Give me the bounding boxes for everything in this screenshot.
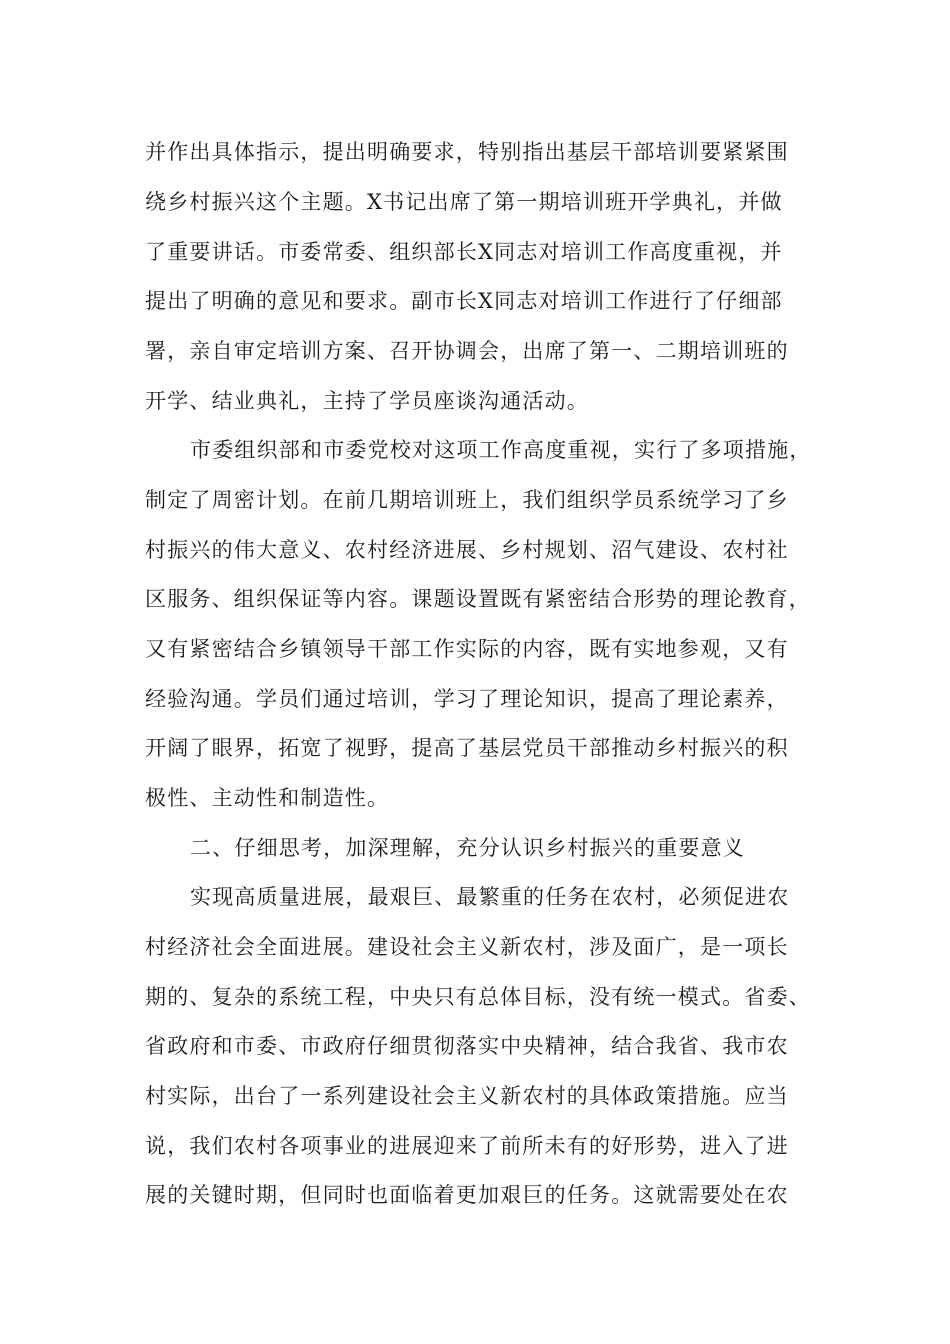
paragraph-first-line: 市委组织部和市委党校对这项工作高度重视，实行了多项措施， xyxy=(190,438,812,462)
text-line: 经验沟通。学员们通过培训，学习了理论知识，提高了理论素养， xyxy=(145,687,789,711)
text-line: 期的、复杂的系统工程，中央只有总体目标，没有统一模式。省委、 xyxy=(145,985,811,1009)
text-line: 提出了明确的意见和要求。副市长X同志对培训工作进行了仔细部 xyxy=(145,289,783,313)
text-line: 村振兴的伟大意义、农村经济进展、乡村规划、沼气建设、农村社 xyxy=(145,538,789,562)
text-line: 并作出具体指示，提出明确要求，特别指出基层干部培训要紧紧围 xyxy=(145,140,789,164)
text-line: 极性、主动性和制造性。 xyxy=(145,786,390,810)
text-line: 展的关键时期，但同时也面临着更加艰巨的任务。这就需要处在农 xyxy=(145,1183,789,1207)
text-line: 区服务、组织保证等内容。课题设置既有紧密结合形势的理论教育， xyxy=(145,587,811,611)
text-line: 省政府和市委、市政府仔细贯彻落实中央精神，结合我省、我市农 xyxy=(145,1034,789,1058)
text-line: 村实际，出台了一系列建设社会主义新农村的具体政策措施。应当 xyxy=(145,1084,789,1108)
text-line: 制定了周密计划。在前几期培训班上，我们组织学员系统学习了乡 xyxy=(145,488,789,512)
text-line: 村经济社会全面进展。建设社会主义新农村，涉及面广，是一项长 xyxy=(145,935,789,959)
section-heading: 二、仔细思考，加深理解，充分认识乡村振兴的重要意义 xyxy=(190,836,745,860)
text-line: 绕乡村振兴这个主题。X书记出席了第一期培训班开学典礼，并做 xyxy=(145,190,783,214)
paragraph-first-line: 实现高质量进展，最艰巨、最繁重的任务在农村，必须促进农 xyxy=(190,885,790,909)
text-line: 开阔了眼界，拓宽了视野，提高了基层党员干部推动乡村振兴的积 xyxy=(145,736,789,760)
text-line: 说，我们农村各项事业的进展迎来了前所未有的好形势，进入了进 xyxy=(145,1134,789,1158)
text-line: 署，亲自审定培训方案、召开协调会，出席了第一、二期培训班的 xyxy=(145,339,789,363)
text-line: 又有紧密结合乡镇领导干部工作实际的内容，既有实地参观，又有 xyxy=(145,637,789,661)
text-line: 开学、结业典礼，主持了学员座谈沟通活动。 xyxy=(145,389,589,413)
text-line: 了重要讲话。市委常委、组织部长X同志对培训工作高度重视，并 xyxy=(145,240,783,264)
